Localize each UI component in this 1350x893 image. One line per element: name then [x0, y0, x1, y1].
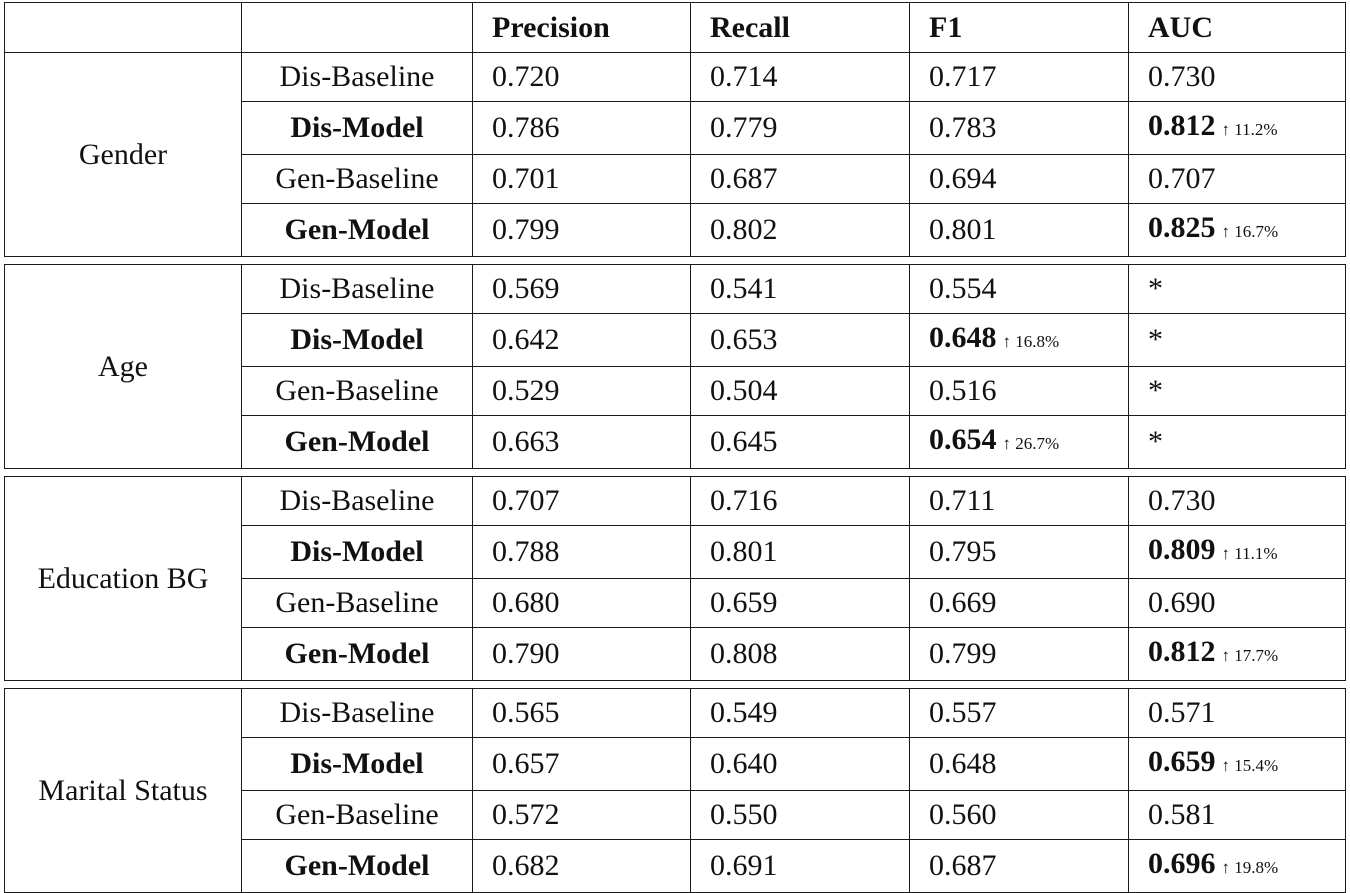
recall-cell	[691, 628, 910, 681]
group-separator	[5, 469, 1346, 477]
cell-value: 0.783	[929, 111, 997, 144]
recall-cell	[691, 265, 910, 314]
cell-value: 0.659	[710, 586, 778, 619]
model-name: Gen-Baseline	[242, 791, 473, 840]
table-row	[5, 53, 1346, 102]
cell-value: 0.581	[1148, 798, 1216, 831]
precision-cell	[473, 155, 691, 204]
cell-value: 0.730	[1148, 484, 1216, 517]
separator-cell	[5, 681, 1346, 689]
cell-value: 0.569	[492, 272, 560, 305]
cell-value: 0.795	[929, 535, 997, 568]
group-block	[5, 689, 1346, 893]
auc-cell	[1129, 738, 1346, 791]
cell-value: 0.669	[929, 586, 997, 619]
separator-row	[5, 257, 1346, 265]
model-name: Gen-Model	[242, 840, 473, 893]
cell-value: 0.707	[1148, 162, 1216, 195]
recall-cell	[691, 155, 910, 204]
cell-value: 0.557	[929, 696, 997, 729]
recall-cell	[691, 314, 910, 367]
cell-value: 0.812	[1148, 635, 1216, 668]
f1-cell	[910, 102, 1129, 155]
auc-cell	[1129, 53, 1346, 102]
group-label: Gender	[5, 53, 242, 257]
f1-cell	[910, 416, 1129, 469]
f1-cell	[910, 526, 1129, 579]
model-name: Dis-Baseline	[242, 265, 473, 314]
auc-cell	[1129, 204, 1346, 257]
cell-value: 0.648	[929, 747, 997, 780]
cell-value: 0.504	[710, 374, 778, 407]
results-table	[4, 2, 1346, 893]
improvement-annotation: ↑ 26.7%	[1002, 434, 1060, 453]
f1-cell	[910, 314, 1129, 367]
precision-cell	[473, 367, 691, 416]
cell-value: *	[1148, 272, 1163, 305]
recall-cell	[691, 204, 910, 257]
model-name: Gen-Baseline	[242, 367, 473, 416]
precision-cell	[473, 628, 691, 681]
improvement-annotation: ↑ 17.7%	[1221, 646, 1279, 665]
separator-cell	[5, 469, 1346, 477]
cell-value: 0.779	[710, 111, 778, 144]
precision-cell	[473, 738, 691, 791]
cell-value: 0.565	[492, 696, 560, 729]
header-cell-model	[242, 3, 473, 53]
cell-value: 0.687	[710, 162, 778, 195]
model-name: Gen-Baseline	[242, 155, 473, 204]
model-name: Gen-Model	[242, 416, 473, 469]
header-row	[5, 3, 1346, 53]
separator-row	[5, 681, 1346, 689]
cell-value: 0.541	[710, 272, 778, 305]
cell-value: 0.790	[492, 637, 560, 670]
auc-cell	[1129, 689, 1346, 738]
f1-cell	[910, 155, 1129, 204]
cell-value: 0.516	[929, 374, 997, 407]
cell-value: 0.701	[492, 162, 560, 195]
improvement-annotation: ↑ 11.1%	[1221, 544, 1278, 563]
cell-value: 0.572	[492, 798, 560, 831]
cell-value: 0.696	[1148, 847, 1216, 880]
f1-cell	[910, 579, 1129, 628]
cell-value: 0.550	[710, 798, 778, 831]
cell-value: 0.657	[492, 747, 560, 780]
recall-cell	[691, 367, 910, 416]
f1-cell	[910, 628, 1129, 681]
f1-cell	[910, 689, 1129, 738]
group-label: Marital Status	[5, 689, 242, 893]
group-separator	[5, 681, 1346, 689]
auc-cell	[1129, 628, 1346, 681]
precision-cell	[473, 689, 691, 738]
cell-value: 0.659	[1148, 745, 1216, 778]
f1-cell	[910, 477, 1129, 526]
table-row	[5, 265, 1346, 314]
cell-value: 0.653	[710, 323, 778, 356]
f1-cell	[910, 367, 1129, 416]
precision-cell	[473, 314, 691, 367]
auc-cell	[1129, 102, 1346, 155]
cell-value: 0.645	[710, 425, 778, 458]
cell-value: 0.571	[1148, 696, 1216, 729]
cell-value: *	[1148, 374, 1163, 407]
cell-value: 0.786	[492, 111, 560, 144]
group-block	[5, 477, 1346, 681]
table-row	[5, 477, 1346, 526]
model-name: Dis-Model	[242, 102, 473, 155]
cell-value: 0.691	[710, 849, 778, 882]
recall-cell	[691, 579, 910, 628]
auc-cell	[1129, 526, 1346, 579]
improvement-annotation: ↑ 16.8%	[1002, 332, 1060, 351]
model-name: Dis-Model	[242, 526, 473, 579]
precision-cell	[473, 416, 691, 469]
group-label: Education BG	[5, 477, 242, 681]
precision-cell	[473, 53, 691, 102]
cell-value: 0.682	[492, 849, 560, 882]
cell-value: 0.640	[710, 747, 778, 780]
model-name: Gen-Model	[242, 204, 473, 257]
cell-value: 0.648	[929, 321, 997, 354]
recall-cell	[691, 53, 910, 102]
header-cell-group	[5, 3, 242, 53]
auc-cell	[1129, 265, 1346, 314]
cell-value: 0.707	[492, 484, 560, 517]
recall-cell	[691, 689, 910, 738]
cell-value: 0.799	[929, 637, 997, 670]
cell-value: 0.720	[492, 60, 560, 93]
table-row	[5, 689, 1346, 738]
precision-cell	[473, 204, 691, 257]
model-name: Dis-Model	[242, 738, 473, 791]
cell-value: 0.694	[929, 162, 997, 195]
cell-value: 0.714	[710, 60, 778, 93]
separator-row	[5, 469, 1346, 477]
cell-value: 0.717	[929, 60, 997, 93]
recall-cell	[691, 477, 910, 526]
recall-cell	[691, 791, 910, 840]
header-recall: Recall	[691, 3, 910, 53]
auc-cell	[1129, 367, 1346, 416]
model-name: Dis-Baseline	[242, 53, 473, 102]
group-separator	[5, 257, 1346, 265]
precision-cell	[473, 265, 691, 314]
recall-cell	[691, 840, 910, 893]
f1-cell	[910, 53, 1129, 102]
f1-cell	[910, 265, 1129, 314]
group-block	[5, 265, 1346, 469]
cell-value: 0.663	[492, 425, 560, 458]
precision-cell	[473, 840, 691, 893]
recall-cell	[691, 102, 910, 155]
cell-value: 0.730	[1148, 60, 1216, 93]
cell-value: 0.801	[929, 213, 997, 246]
f1-cell	[910, 791, 1129, 840]
cell-value: *	[1148, 425, 1163, 458]
cell-value: 0.808	[710, 637, 778, 670]
cell-value: 0.802	[710, 213, 778, 246]
auc-cell	[1129, 155, 1346, 204]
separator-cell	[5, 257, 1346, 265]
auc-cell	[1129, 416, 1346, 469]
cell-value: 0.687	[929, 849, 997, 882]
group-label: Age	[5, 265, 242, 469]
cell-value: 0.799	[492, 213, 560, 246]
cell-value: 0.690	[1148, 586, 1216, 619]
precision-cell	[473, 526, 691, 579]
f1-cell	[910, 204, 1129, 257]
header-precision: Precision	[473, 3, 691, 53]
cell-value: 0.560	[929, 798, 997, 831]
precision-cell	[473, 102, 691, 155]
header-f1: F1	[910, 3, 1129, 53]
model-name: Dis-Baseline	[242, 689, 473, 738]
cell-value: 0.529	[492, 374, 560, 407]
cell-value: 0.642	[492, 323, 560, 356]
precision-cell	[473, 791, 691, 840]
cell-value: *	[1148, 323, 1163, 356]
precision-cell	[473, 477, 691, 526]
recall-cell	[691, 738, 910, 791]
model-name: Gen-Model	[242, 628, 473, 681]
cell-value: 0.809	[1148, 533, 1216, 566]
auc-cell	[1129, 477, 1346, 526]
model-name: Dis-Baseline	[242, 477, 473, 526]
auc-cell	[1129, 314, 1346, 367]
f1-cell	[910, 840, 1129, 893]
model-name: Gen-Baseline	[242, 579, 473, 628]
table-header	[5, 3, 1346, 53]
improvement-annotation: ↑ 19.8%	[1221, 858, 1279, 877]
cell-value: 0.549	[710, 696, 778, 729]
cell-value: 0.716	[710, 484, 778, 517]
cell-value: 0.711	[929, 484, 996, 517]
precision-cell	[473, 579, 691, 628]
cell-value: 0.812	[1148, 109, 1216, 142]
cell-value: 0.554	[929, 272, 997, 305]
cell-value: 0.788	[492, 535, 560, 568]
improvement-annotation: ↑ 11.2%	[1221, 120, 1278, 139]
recall-cell	[691, 526, 910, 579]
cell-value: 0.680	[492, 586, 560, 619]
cell-value: 0.654	[929, 423, 997, 456]
f1-cell	[910, 738, 1129, 791]
auc-cell	[1129, 840, 1346, 893]
auc-cell	[1129, 791, 1346, 840]
recall-cell	[691, 416, 910, 469]
improvement-annotation: ↑ 15.4%	[1221, 756, 1279, 775]
model-name: Dis-Model	[242, 314, 473, 367]
group-block	[5, 53, 1346, 257]
header-auc: AUC	[1129, 3, 1346, 53]
cell-value: 0.801	[710, 535, 778, 568]
improvement-annotation: ↑ 16.7%	[1221, 222, 1279, 241]
auc-cell	[1129, 579, 1346, 628]
cell-value: 0.825	[1148, 211, 1216, 244]
